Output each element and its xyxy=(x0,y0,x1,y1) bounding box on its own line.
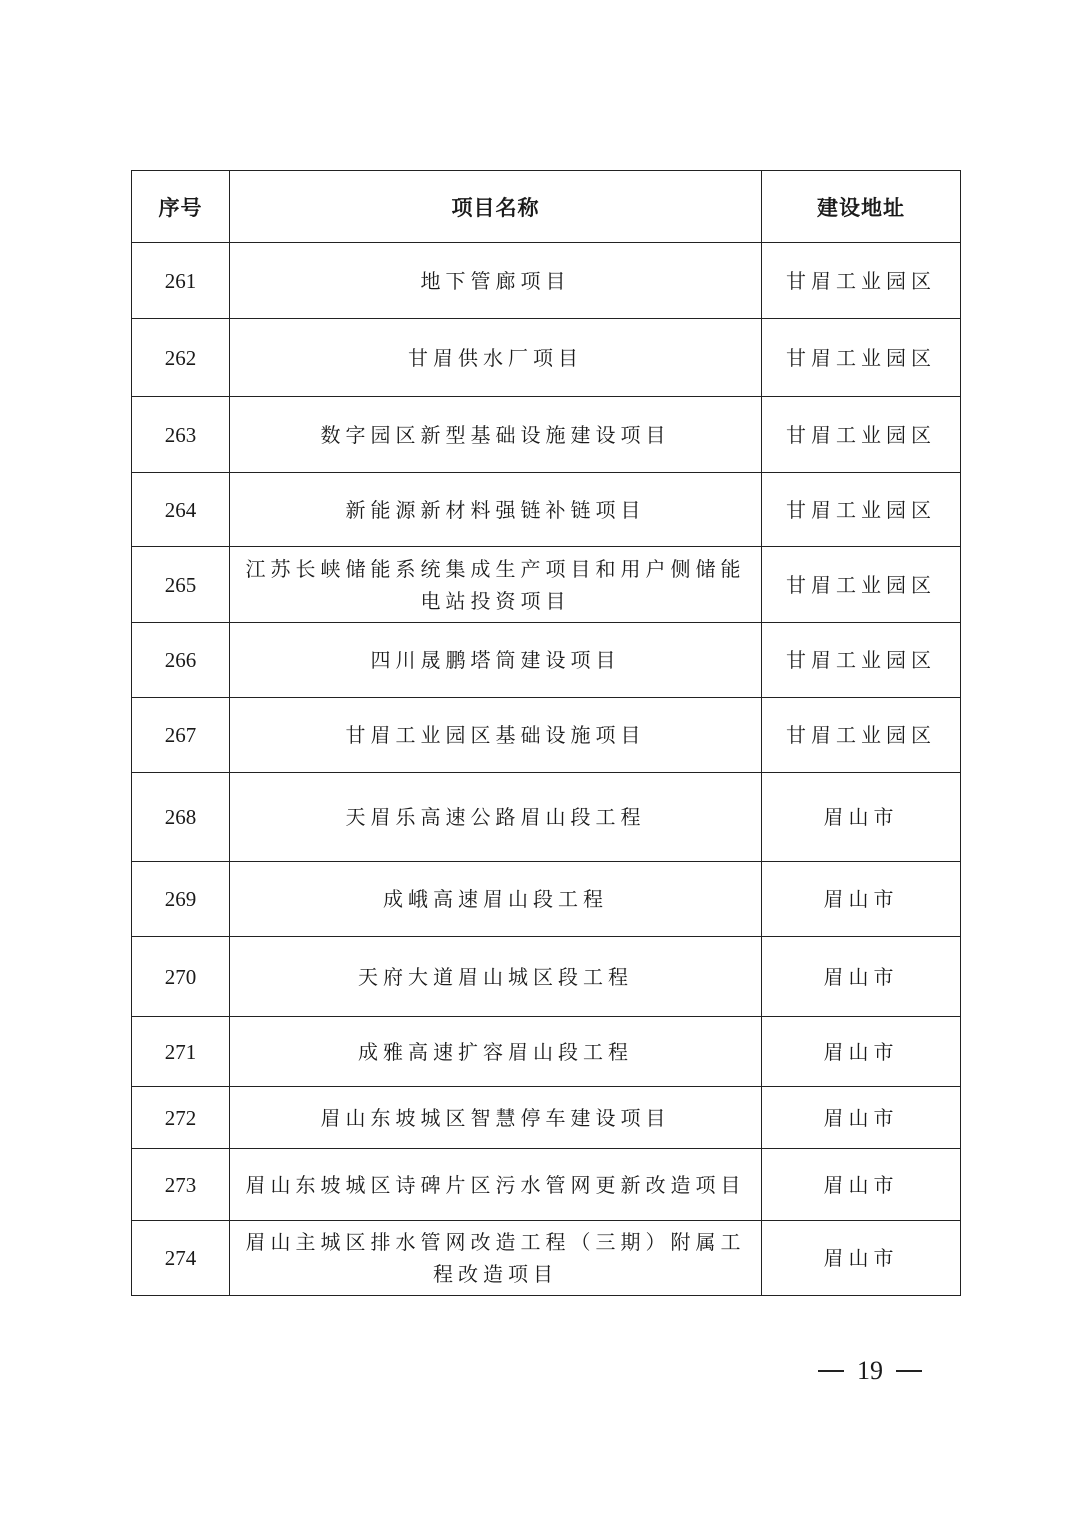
page-footer xyxy=(818,1353,922,1389)
row-project-name: 眉山东坡城区诗碑片区污水管网更新改造项目 xyxy=(230,1149,762,1221)
row-index: 274 xyxy=(132,1221,230,1296)
footer-dash-left xyxy=(818,1370,844,1372)
row-project-name: 天府大道眉山城区段工程 xyxy=(230,937,762,1017)
header-location: 建设地址 xyxy=(762,171,961,243)
table-row xyxy=(132,862,961,937)
page-number: 19 xyxy=(857,1356,883,1385)
row-location: 甘眉工业园区 xyxy=(762,473,961,547)
row-index: 262 xyxy=(132,319,230,397)
row-project-name: 甘眉工业园区基础设施项目 xyxy=(230,698,762,773)
row-project-name: 江苏长峡储能系统集成生产项目和用户侧储能电站投资项目 xyxy=(230,547,762,623)
row-location: 眉山市 xyxy=(762,937,961,1017)
row-index: 267 xyxy=(132,698,230,773)
row-location: 眉山市 xyxy=(762,1221,961,1296)
table-row xyxy=(132,937,961,1017)
footer-dash-right xyxy=(896,1370,922,1372)
table-row xyxy=(132,319,961,397)
row-index: 269 xyxy=(132,862,230,937)
row-index: 271 xyxy=(132,1017,230,1087)
row-project-name: 甘眉供水厂项目 xyxy=(230,319,762,397)
table-row xyxy=(132,773,961,862)
row-index: 272 xyxy=(132,1087,230,1149)
row-project-name: 天眉乐高速公路眉山段工程 xyxy=(230,773,762,862)
row-index: 265 xyxy=(132,547,230,623)
row-location: 甘眉工业园区 xyxy=(762,243,961,319)
row-location: 眉山市 xyxy=(762,1017,961,1087)
row-location: 眉山市 xyxy=(762,1149,961,1221)
row-location: 眉山市 xyxy=(762,1087,961,1149)
row-project-name: 成雅高速扩容眉山段工程 xyxy=(230,1017,762,1087)
header-index: 序号 xyxy=(132,171,230,243)
row-project-name: 新能源新材料强链补链项目 xyxy=(230,473,762,547)
table-row xyxy=(132,397,961,473)
table-row xyxy=(132,243,961,319)
table-row xyxy=(132,698,961,773)
row-index: 263 xyxy=(132,397,230,473)
header-project-name: 项目名称 xyxy=(230,171,762,243)
row-project-name: 眉山主城区排水管网改造工程（三期）附属工程改造项目 xyxy=(230,1221,762,1296)
row-location: 眉山市 xyxy=(762,862,961,937)
row-index: 264 xyxy=(132,473,230,547)
table-row xyxy=(132,473,961,547)
row-index: 268 xyxy=(132,773,230,862)
row-project-name: 四川晟鹏塔筒建设项目 xyxy=(230,623,762,698)
table-row xyxy=(132,1221,961,1296)
row-index: 270 xyxy=(132,937,230,1017)
row-index: 261 xyxy=(132,243,230,319)
row-location: 甘眉工业园区 xyxy=(762,319,961,397)
row-index: 273 xyxy=(132,1149,230,1221)
table-row xyxy=(132,1087,961,1149)
table-row xyxy=(132,1017,961,1087)
row-project-name: 数字园区新型基础设施建设项目 xyxy=(230,397,762,473)
row-index: 266 xyxy=(132,623,230,698)
row-project-name: 地下管廊项目 xyxy=(230,243,762,319)
row-location: 甘眉工业园区 xyxy=(762,547,961,623)
row-project-name: 成峨高速眉山段工程 xyxy=(230,862,762,937)
row-project-name: 眉山东坡城区智慧停车建设项目 xyxy=(230,1087,762,1149)
project-table xyxy=(131,170,961,1296)
row-location: 甘眉工业园区 xyxy=(762,623,961,698)
row-location: 甘眉工业园区 xyxy=(762,698,961,773)
table-header-row xyxy=(132,171,961,243)
table-row xyxy=(132,547,961,623)
table-row xyxy=(132,1149,961,1221)
row-location: 甘眉工业园区 xyxy=(762,397,961,473)
row-location: 眉山市 xyxy=(762,773,961,862)
table-row xyxy=(132,623,961,698)
